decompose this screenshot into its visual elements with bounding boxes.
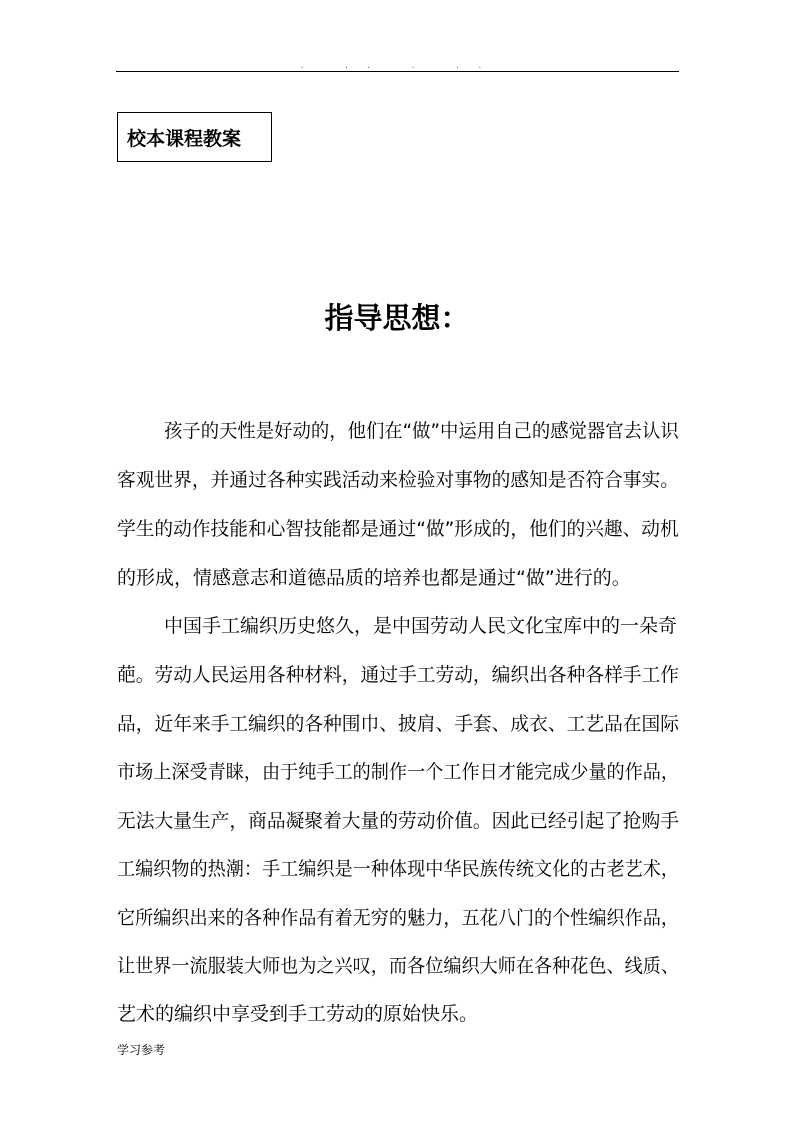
title-box-text: 校本课程教案 [127, 127, 242, 150]
footer-text: 学习参考 [117, 1043, 166, 1057]
title-box [117, 112, 272, 162]
paragraph-1-line-4: 的形成，情感意志和道德品质的培养也都是通过“做”进行的。 [117, 567, 631, 589]
paragraph-2-line-4: 市场上深受青睐，由于纯手工的制作一个工作日才能完成少量的作品， [117, 761, 680, 783]
paragraph-2-line-8: 让世界一流服装大师也为之兴叹，而各位编织大师在各种花色、线质、 [117, 955, 680, 977]
paragraph-2-line-5: 无法大量生产，商品凝聚着大量的劳动价值。因此已经引起了抢购手 [117, 810, 680, 832]
header-rule [116, 71, 679, 72]
section-heading: 指导思想： [324, 301, 470, 335]
paragraph-2-line-9: 艺术的编织中享受到手工劳动的原始快乐。 [117, 1003, 479, 1025]
paragraph-1-line-3: 学生的动作技能和心智技能都是通过“做”形成的，他们的兴趣、动机 [117, 518, 679, 540]
header-marks: . .. . .. [300, 62, 500, 70]
paragraph-2-line-1: 中国手工编织历史悠久，是中国劳动人民文化宝库中的一朵奇 [164, 615, 678, 637]
paragraph-1-line-2: 客观世界，并通过各种实践活动来检验对事物的感知是否符合事实。 [117, 469, 680, 491]
paragraph-2-line-6: 工编织物的热潮：手工编织是一种体现中华民族传统文化的古老艺术， [117, 858, 680, 880]
paragraph-2-line-3: 品，近年来手工编织的各种围巾、披肩、手套、成衣、工艺品在国际 [117, 713, 680, 735]
paragraph-2-line-2: 葩。劳动人民运用各种材料，通过手工劳动，编织出各种各样手工作 [117, 664, 680, 686]
paragraph-2-line-7: 它所编织出来的各种作品有着无穷的魅力，五花八门的个性编织作品， [117, 907, 680, 929]
paragraph-1-line-1: 孩子的天性是好动的，他们在“做”中运用自己的感觉器官去认识 [164, 420, 679, 442]
